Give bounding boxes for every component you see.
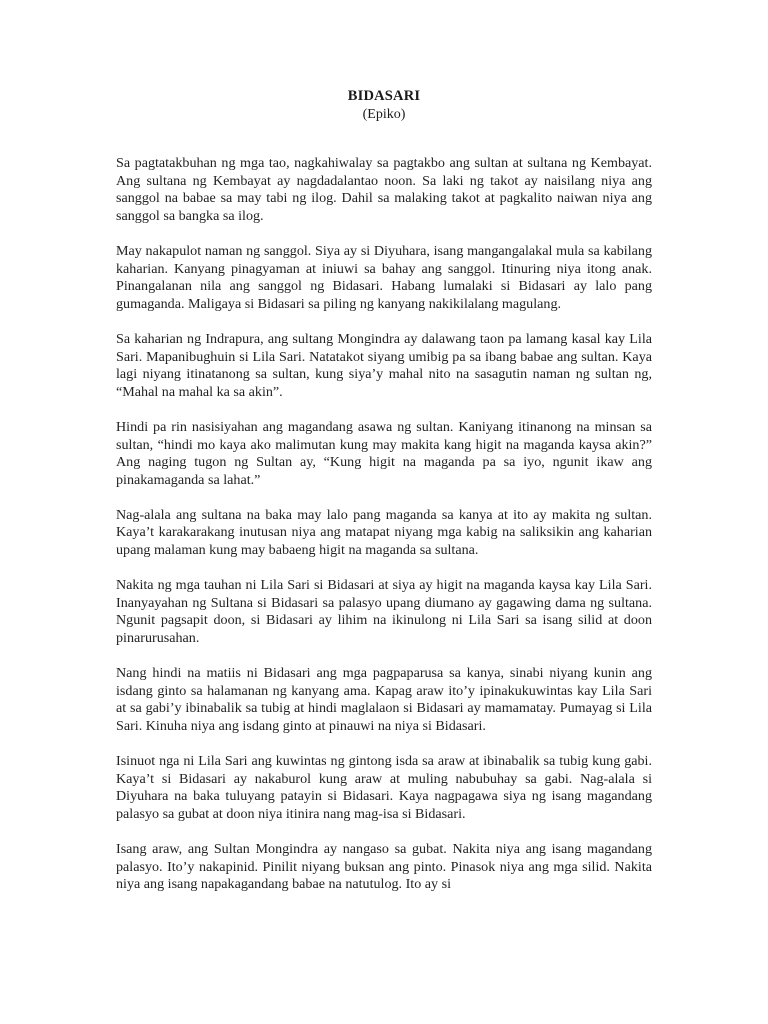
paragraph-4: Hindi pa rin nasisiyahan ang magandang asawa ng sultan. Kaniyang itinanong na minsan sa sultan, “hindi mo kaya ako malimutan kung may makita kang higit na maganda kaysa akin?” Ang naging tugon ng Sultan ay, “Kung higit na maganda pa sa iyo, ngunit ikaw ang pinakamaganda sa lahat.” <box>116 418 652 488</box>
paragraph-8: Isinuot nga ni Lila Sari ang kuwintas ng gintong isda sa araw at ibinabalik sa tubig kung gabi. Kaya’t si Bidasari ay nakaburol kung araw at muling nabubuhay sa gabi. Nag-alala si Diyuhara na baka tuluyang patayin si Bidasari. Kaya nagpagawa siya ng isang magandang palasyo sa gubat at doon niya itinira nang mag-isa si Bidasari. <box>116 753 652 822</box>
paragraph-2: May nakapulot naman ng sanggol. Siya ay si Diyuhara, isang mangangalakal mula sa kabilang kaharian. Kanyang pinagyaman at iniuwi sa bahay ang sanggol. Itinuring niya itong anak. Pinangalanan nila ang sanggol ng Bidasari. Habang lumalaki si Bidasari ay lalo pang gumaganda. Maligaya si Bidasari sa piling ng kanyang nakikilalang magulang. <box>116 242 652 312</box>
paragraph-5: Nag-alala ang sultana na baka may lalo pang maganda sa kanya at ito ay makita ng sultan. Kaya’t karakarakang inutusan niya ang matapat niyang mga kabig na saliksikin ang kaharian upang malaman kung may babaeng higit na maganda sa sultana. <box>116 506 652 559</box>
document-title: BIDASARI <box>347 88 421 104</box>
document-body <box>116 155 652 912</box>
paragraph-3: Sa kaharian ng Indrapura, ang sultang Mongindra ay dalawang taon pa lamang kasal kay Lila Sari. Mapanibughuin si Lila Sari. Natatakot siyang umibig pa sa ibang babae ang sultan. Kaya lagi niyang itinatanong sa sultan, kung siya’y mahal nito na sasagutin naman ng sultan ng, “Mahal na mahal ka sa akin”. <box>116 330 652 400</box>
document-header <box>0 86 768 124</box>
paragraph-7: Nang hindi na matiis ni Bidasari ang mga pagpaparusa sa kanya, sinabi niyang kunin ang isdang ginto sa halamanan ng kanyang ama. Kapag araw ito’y ipinakukuwintas kay Lila Sari at sa gabi’y ibinabalik sa tubig at hindi maglalaon si Bidasari ay mamamatay. Pumayag si Lila Sari. Kinuha niya ang isdang ginto at pinauwi na niya si Bidasari. <box>116 665 652 734</box>
document-subtitle: (Epiko) <box>362 107 406 122</box>
paragraph-6: Nakita ng mga tauhan ni Lila Sari si Bidasari at siya ay higit na maganda kaysa kay Lila Sari. Inanyayahan ng Sultana si Bidasari sa palasyo upang diumano ay gagawing dama ng sultana. Ngunit pagsapit doon, si Bidasari ay lihim na ikinulong ni Lila Sari sa isang silid at doon pinarurusahan. <box>116 577 652 647</box>
paragraph-1: Sa pagtatakbuhan ng mga tao, nagkahiwalay sa pagtakbo ang sultan at sultana ng Kembayat. Ang sultana ng Kembayat ay nagdadalantao noon. Sa laki ng takot ay naisilang niya ang sanggol na babae sa may tabi ng ilog. Dahil sa malaking takot at pagkalito naiwan niya ang sanggol sa bangka sa ilog. <box>116 155 652 224</box>
paragraph-9: Isang araw, ang Sultan Mongindra ay nangaso sa gubat. Nakita niya ang isang magandang palasyo. Ito’y nakapinid. Pinilit niyang buksan ang pinto. Pinasok niya ang mga silid. Nakita niya ang isang napakagandang babae na natutulog. Ito ay si <box>116 841 652 893</box>
